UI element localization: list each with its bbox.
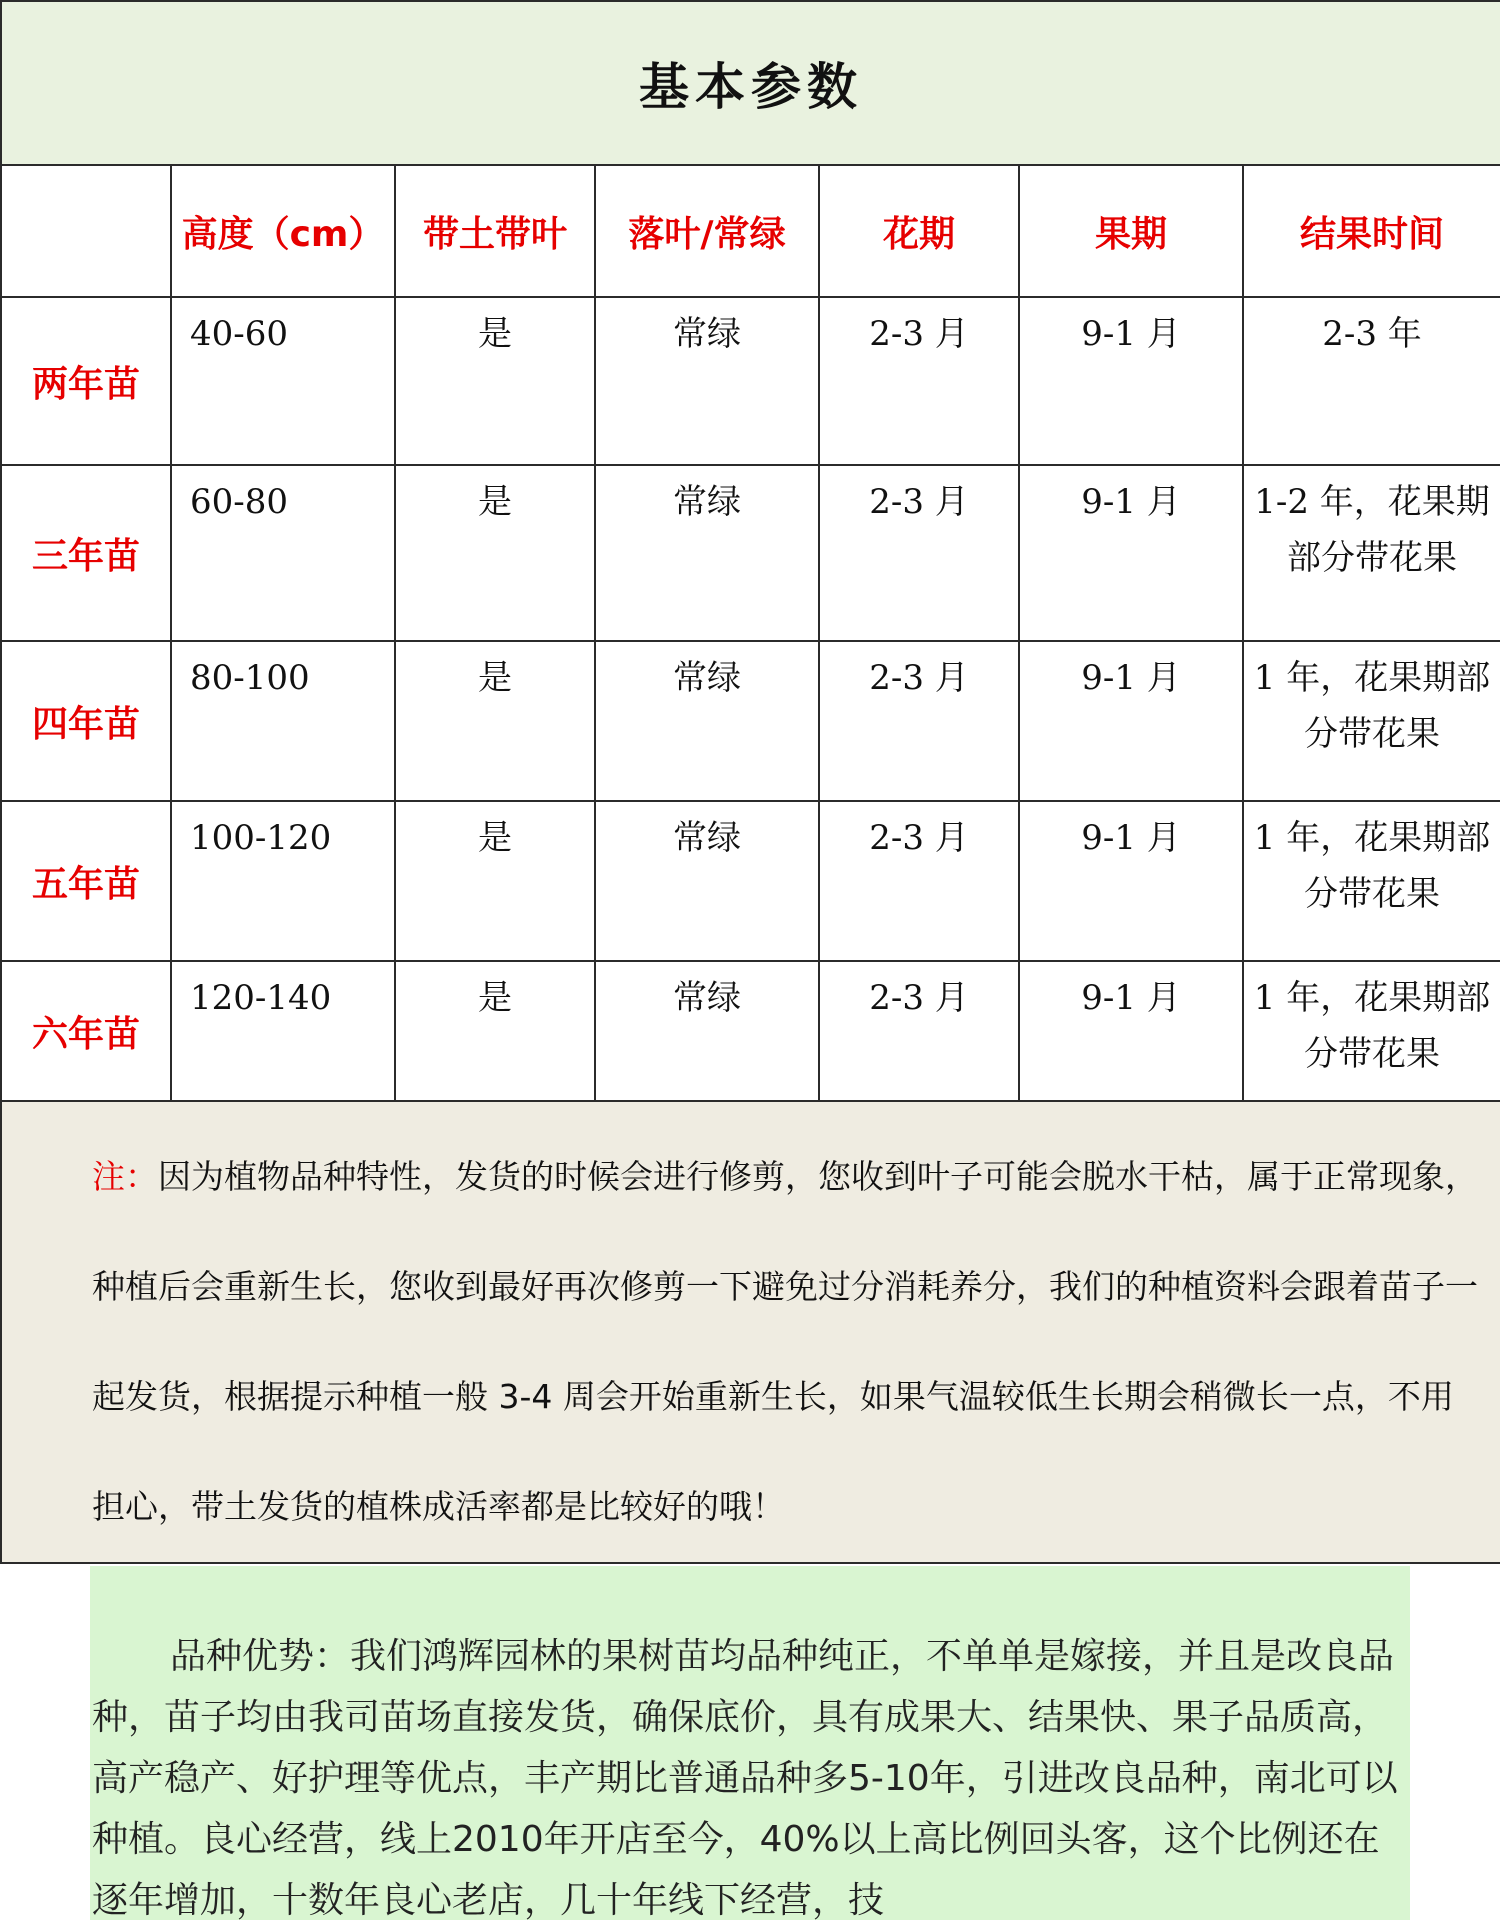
- flower-cell: 2-3 月: [819, 961, 1019, 1101]
- fruit-cell: 9-1 月: [1019, 961, 1243, 1101]
- soil-leaf-cell: 是: [395, 465, 595, 641]
- row-label: 六年苗: [1, 961, 171, 1101]
- fruit-cell: 9-1 月: [1019, 641, 1243, 801]
- header-flower-period: 花期: [819, 165, 1019, 297]
- height-cell: 100-120: [171, 801, 395, 961]
- fruit-cell: 9-1 月: [1019, 801, 1243, 961]
- flower-cell: 2-3 月: [819, 297, 1019, 465]
- result-cell: 1 年，花果期部分带花果: [1243, 961, 1500, 1101]
- fruit-cell: 9-1 月: [1019, 297, 1243, 465]
- row-label: 四年苗: [1, 641, 171, 801]
- height-cell: 40-60: [171, 297, 395, 465]
- height-cell: 120-140: [171, 961, 395, 1101]
- result-cell: 1-2 年，花果期部分带花果: [1243, 465, 1500, 641]
- table-row: [1, 961, 1500, 1101]
- row-label: 三年苗: [1, 465, 171, 641]
- header-soil-leaf: 带土带叶: [395, 165, 595, 297]
- type-cell: 常绿: [595, 801, 819, 961]
- table-row: [1, 297, 1500, 465]
- type-cell: 常绿: [595, 641, 819, 801]
- header-empty: [1, 165, 171, 297]
- result-cell: 2-3 年: [1243, 297, 1500, 465]
- result-cell: 1 年，花果期部分带花果: [1243, 801, 1500, 961]
- page-title: 基本参数: [1, 1, 1500, 165]
- header-result-time: 结果时间: [1243, 165, 1500, 297]
- height-cell: 60-80: [171, 465, 395, 641]
- note-box: [1, 1101, 1500, 1563]
- header-type: 落叶/常绿: [595, 165, 819, 297]
- type-cell: 常绿: [595, 961, 819, 1101]
- advantage-box: [90, 1566, 1410, 1920]
- result-cell: 1 年，花果期部分带花果: [1243, 641, 1500, 801]
- flower-cell: 2-3 月: [819, 641, 1019, 801]
- table-row: [1, 465, 1500, 641]
- note-text: 因为植物品种特性，发货的时候会进行修剪，您收到叶子可能会脱水干枯，属于正常现象，种植后会重新生长，您收到最好再次修剪一下避免过分消耗养分，我们的种植资料会跟着苗子一起发货，根据提示种植一般 3-4 周会开始重新生长，如果气温较低生长期会稍微长一点，不用担心，带土发货的植株成活率都是比较好的哦！: [92, 1157, 1478, 1526]
- row-label: 五年苗: [1, 801, 171, 961]
- advantage-text: 品种优势：我们鸿辉园林的果树苗均品种纯正，不单单是嫁接，并且是改良品种，苗子均由我司苗场直接发货，确保底价，具有成果大、结果快、果子品质高，高产稳产、好护理等优点，丰产期比普通品种多5-10年，引进改良品种，南北可以种植。良心经营，线上2010年开店至今，40%以上高比例回头客，这个比例还在逐年增加，十数年良心老店，几十年线下经营，技: [92, 1636, 1398, 1920]
- table-row: [1, 801, 1500, 961]
- table-row: [1, 641, 1500, 801]
- table-header-row: [1, 165, 1500, 297]
- soil-leaf-cell: 是: [395, 801, 595, 961]
- row-label: 两年苗: [1, 297, 171, 465]
- soil-leaf-cell: 是: [395, 641, 595, 801]
- type-cell: 常绿: [595, 297, 819, 465]
- type-cell: 常绿: [595, 465, 819, 641]
- fruit-cell: 9-1 月: [1019, 465, 1243, 641]
- height-cell: 80-100: [171, 641, 395, 801]
- flower-cell: 2-3 月: [819, 465, 1019, 641]
- header-fruit-period: 果期: [1019, 165, 1243, 297]
- note-label: 注：: [92, 1157, 158, 1196]
- flower-cell: 2-3 月: [819, 801, 1019, 961]
- soil-leaf-cell: 是: [395, 297, 595, 465]
- header-height: 高度（cm）: [171, 165, 395, 297]
- soil-leaf-cell: 是: [395, 961, 595, 1101]
